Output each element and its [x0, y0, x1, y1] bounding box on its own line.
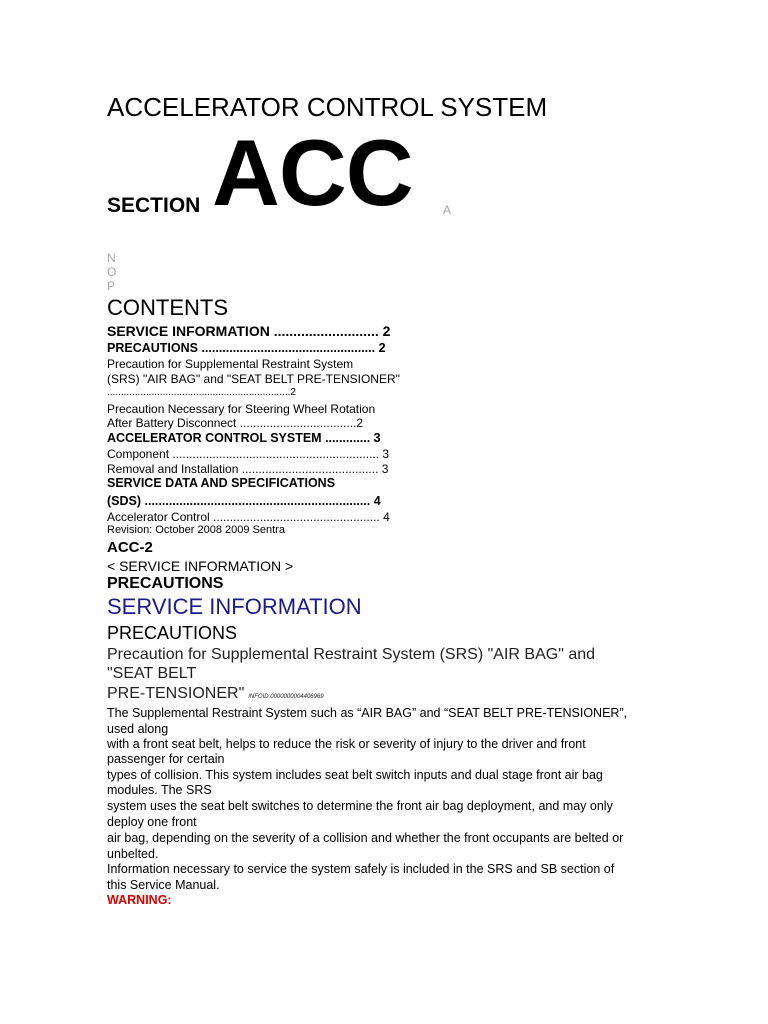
paragraph-line: system uses the seat belt switches to determine the front air bag deployment, and may only [107, 799, 613, 813]
toc-entry-srs-leader[interactable]: ..................................................................2 [107, 387, 296, 398]
paragraph-line: deploy one front [107, 815, 197, 829]
paragraph-line: types of collision. This system includes seat belt switch inputs and dual stage front air bag [107, 768, 603, 782]
topic-heading-line3 [107, 685, 324, 703]
paragraph-line: The Supplemental Restraint System such as “AIR BAG” and “SEAT BELT PRE-TENSIONER”, [107, 706, 628, 720]
topic-heading-line1: Precaution for Supplemental Restraint System (SRS) "AIR BAG" and [107, 646, 596, 663]
paragraph-line: with a front seat belt, helps to reduce the risk or severity of injury to the driver and front [107, 737, 586, 751]
toc-entry-sds-line2[interactable]: (SDS) ................................................................. 4 [107, 494, 381, 508]
running-head: PRECAUTIONS [107, 575, 224, 592]
breadcrumb: < SERVICE INFORMATION > [107, 558, 294, 574]
page-code: ACC-2 [107, 539, 153, 556]
toc-entry-accelerator-control[interactable]: Accelerator Control .................................................. 4 [107, 510, 390, 524]
paragraph-line: modules. The SRS [107, 783, 212, 797]
info-id: INFOID:0000000004406969 [248, 694, 324, 700]
paragraph-line: used along [107, 722, 169, 736]
toc-entry-precautions[interactable]: PRECAUTIONS .................................................. 2 [107, 341, 386, 355]
toc-entry-accelerator-control-system[interactable]: ACCELERATOR CONTROL SYSTEM ............. 3 [107, 431, 381, 445]
toc-entry-srs-line1[interactable]: Precaution for Supplemental Restraint System [107, 357, 354, 371]
warning-label: WARNING: [107, 893, 172, 907]
topic-heading-text: PRE-TENSIONER" [107, 685, 245, 702]
paragraph-line: air bag, depending on the severity of a collision and whether the front occupants are belted or [107, 831, 624, 845]
document-title: ACCELERATOR CONTROL SYSTEM [107, 92, 548, 122]
paragraph-line: Information necessary to service the system safely is included in the SRS and SB section of [107, 862, 615, 876]
side-index-letter-p: P [107, 279, 116, 293]
paragraph-line: this Service Manual. [107, 878, 220, 892]
toc-entry-srs-line2[interactable]: (SRS) "AIR BAG" and "SEAT BELT PRE-TENSIONER" [107, 372, 400, 386]
paragraph-line: passenger for certain [107, 752, 225, 766]
subsection-heading: PRECAUTIONS [107, 623, 238, 643]
section-code: ACC [212, 120, 413, 225]
side-index-letter-a: A [443, 203, 452, 217]
side-index-letter-n: N [107, 251, 116, 265]
toc-entry-removal-installation[interactable]: Removal and Installation ......................................... 3 [107, 462, 389, 476]
toc-entry-component[interactable]: Component .............................................................. 3 [107, 447, 390, 461]
paragraph-line: unbelted. [107, 847, 159, 861]
toc-entry-sds-line1[interactable]: SERVICE DATA AND SPECIFICATIONS [107, 476, 336, 490]
toc-entry-service-information[interactable]: SERVICE INFORMATION ........................... 2 [107, 323, 391, 339]
topic-heading-line2: "SEAT BELT [107, 665, 197, 682]
toc-entry-steering-line1[interactable]: Precaution Necessary for Steering Wheel Rotation [107, 402, 376, 416]
revision-note: Revision: October 2008 2009 Sentra [107, 524, 285, 536]
side-index-letter-o: O [107, 265, 117, 279]
section-label: SECTION [107, 194, 201, 217]
contents-heading: CONTENTS [107, 295, 228, 320]
toc-entry-steering-line2[interactable]: After Battery Disconnect ...................................2 [107, 416, 364, 430]
section-heading: SERVICE INFORMATION [107, 594, 362, 619]
